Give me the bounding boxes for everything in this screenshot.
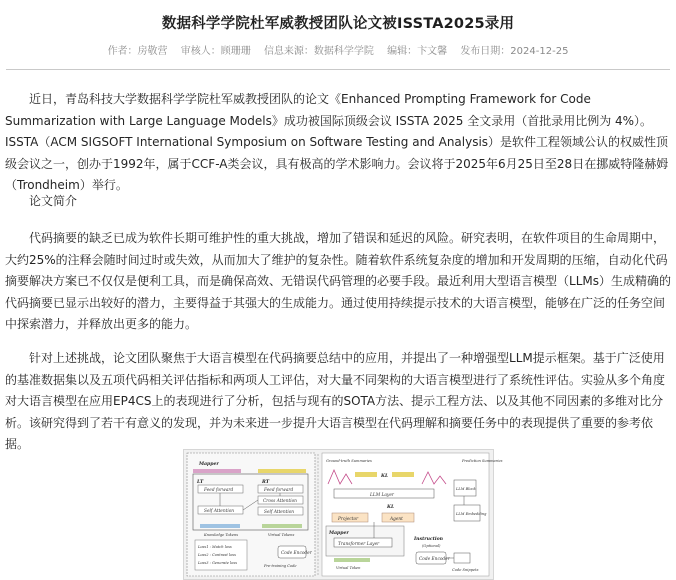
title-divider [6, 69, 670, 70]
projector-label: Projector [338, 517, 359, 522]
kl-label-2: KL [387, 505, 395, 510]
virtual-tokens-label: Virtual Tokens [268, 533, 295, 537]
token-bar-left [193, 469, 241, 473]
pretraining-code-label: Pre-training Code [264, 564, 297, 568]
meta-reviewer: 审核人：顾珊珊 [180, 46, 251, 57]
virtual-token-bar [262, 524, 302, 528]
right-mapper-label: Mapper [329, 531, 349, 536]
rt-cross-attention: Cross Attention [263, 499, 297, 504]
llm-block-label: LLM Block [456, 487, 476, 491]
meta-author: 作者：房敬营 [107, 46, 168, 57]
paragraph-background: 代码摘要的缺乏已成为软件长期可维护性的重大挑战，增加了错误和延迟的风险。研究表明，在软件项目的生命周期中，大约25%的注释会随时间过时或失效，从而加大了维护的复杂性。随着软件系统复杂度的增加和开发周期的压缩，自动化代码摘要解决方案已不仅仅是便利工具，而是确保高效、无错误代码管理的必要手段。最近利用大型语言模型（LLMs）生成精确的代码摘要已显示出较好的潜力，主要得益于其强大的生成能力。通过使用持续提示技术的大语言模型，能够在广泛的任务空间中探索潜力，并释放出更多的能力。 [5, 231, 671, 331]
section-heading: 论文简介 [29, 194, 78, 208]
agent-label: Agent [390, 517, 403, 522]
prediction-label: Prediction Summaries [462, 459, 503, 463]
llm-embedding-label: LLM Embedding [456, 512, 487, 516]
instruction-label: Instruction [414, 537, 444, 542]
rt-self-attention: Self Attention [264, 510, 295, 515]
loss2-label: Loss2 : Contrast loss [198, 553, 236, 557]
right-code-encoder: Code Encoder [419, 557, 450, 562]
ground-truth-label: Ground-truth Summaries [326, 459, 372, 463]
lt-self-attention: Self Attention [204, 509, 235, 514]
framework-diagram [184, 450, 503, 579]
article-title: 数据科学学院杜军威教授团队论文被ISSTA2025录用 [161, 16, 515, 32]
framework-figure [183, 449, 503, 580]
paragraph-contribution: 针对上述挑战，论文团队聚焦于大语言模型在代码摘要总结中的应用，并提出了一种增强型LLM提示框架。基于广泛使用的基准数据集以及五项代码相关评估指标和两项人工评估，对大量不同架构的大语言模型进行了系统性评估。实验从多个角度对大语言模型在应用EP4CS上的表现进行了分析，包括与现有的SOTA方法、提示工程方法、以及其他不同因素的多维对比分析。该研究得到了若干有意义的发现，并为未来进一步提升大语言模型在代码理解和摘要任务中的表现提供了重要的参考依据。 [5, 351, 666, 451]
article-meta [0, 42, 676, 57]
virtual-token-label: Virtual Token [336, 566, 361, 570]
meta-editor: 编辑：卞文馨 [387, 46, 448, 57]
kl-label-1: KL [381, 474, 389, 479]
rt-feed-forward: Feed forward [264, 488, 294, 493]
knowledge-tokens-label: Knowledge Tokens [204, 533, 239, 537]
left-mapper-label: Mapper [199, 462, 219, 467]
loss3-label: Loss3 : Generate loss [198, 561, 238, 565]
knowledge-token-bar [200, 524, 240, 528]
transformer-layer-label: Transformer Layer [338, 542, 380, 547]
optional-label: (Optional) [422, 544, 441, 548]
meta-date: 发布日期：2024-12-25 [460, 46, 569, 57]
lt-feed-forward: Feed forward [204, 488, 234, 493]
rt-label: RT [262, 480, 270, 485]
loss1-label: Loss1 : Match loss [198, 545, 232, 549]
token-bar-right [258, 469, 306, 473]
llm-layer-label: LLM Layer [370, 493, 394, 498]
left-code-encoder: Code Encoder [281, 551, 312, 556]
code-snippets-label: Code Snippets [452, 568, 479, 572]
paragraph-intro: 近日，青岛科技大学数据科学学院杜军威教授团队的论文《Enhanced Prompting Framework for Code Summarization with Large Language Models》成功被国际顶级会议 ISSTA 2025 全文录用（首批录用比例为 4%）。ISSTA（ACM SIGSOFT International Symposium on Software Testing and Analysis）是软件工程领域公认的权威性顶级会议之一，创办于1992年，属于CCF-A类会议，具有极高的学术影响力。会议将于2025年6月25日至28日在挪威特隆赫姆（Trondheim）举行。 [5, 92, 669, 192]
meta-source: 信息来源：数据科学学院 [263, 46, 374, 57]
lt-label: LT [197, 480, 204, 485]
